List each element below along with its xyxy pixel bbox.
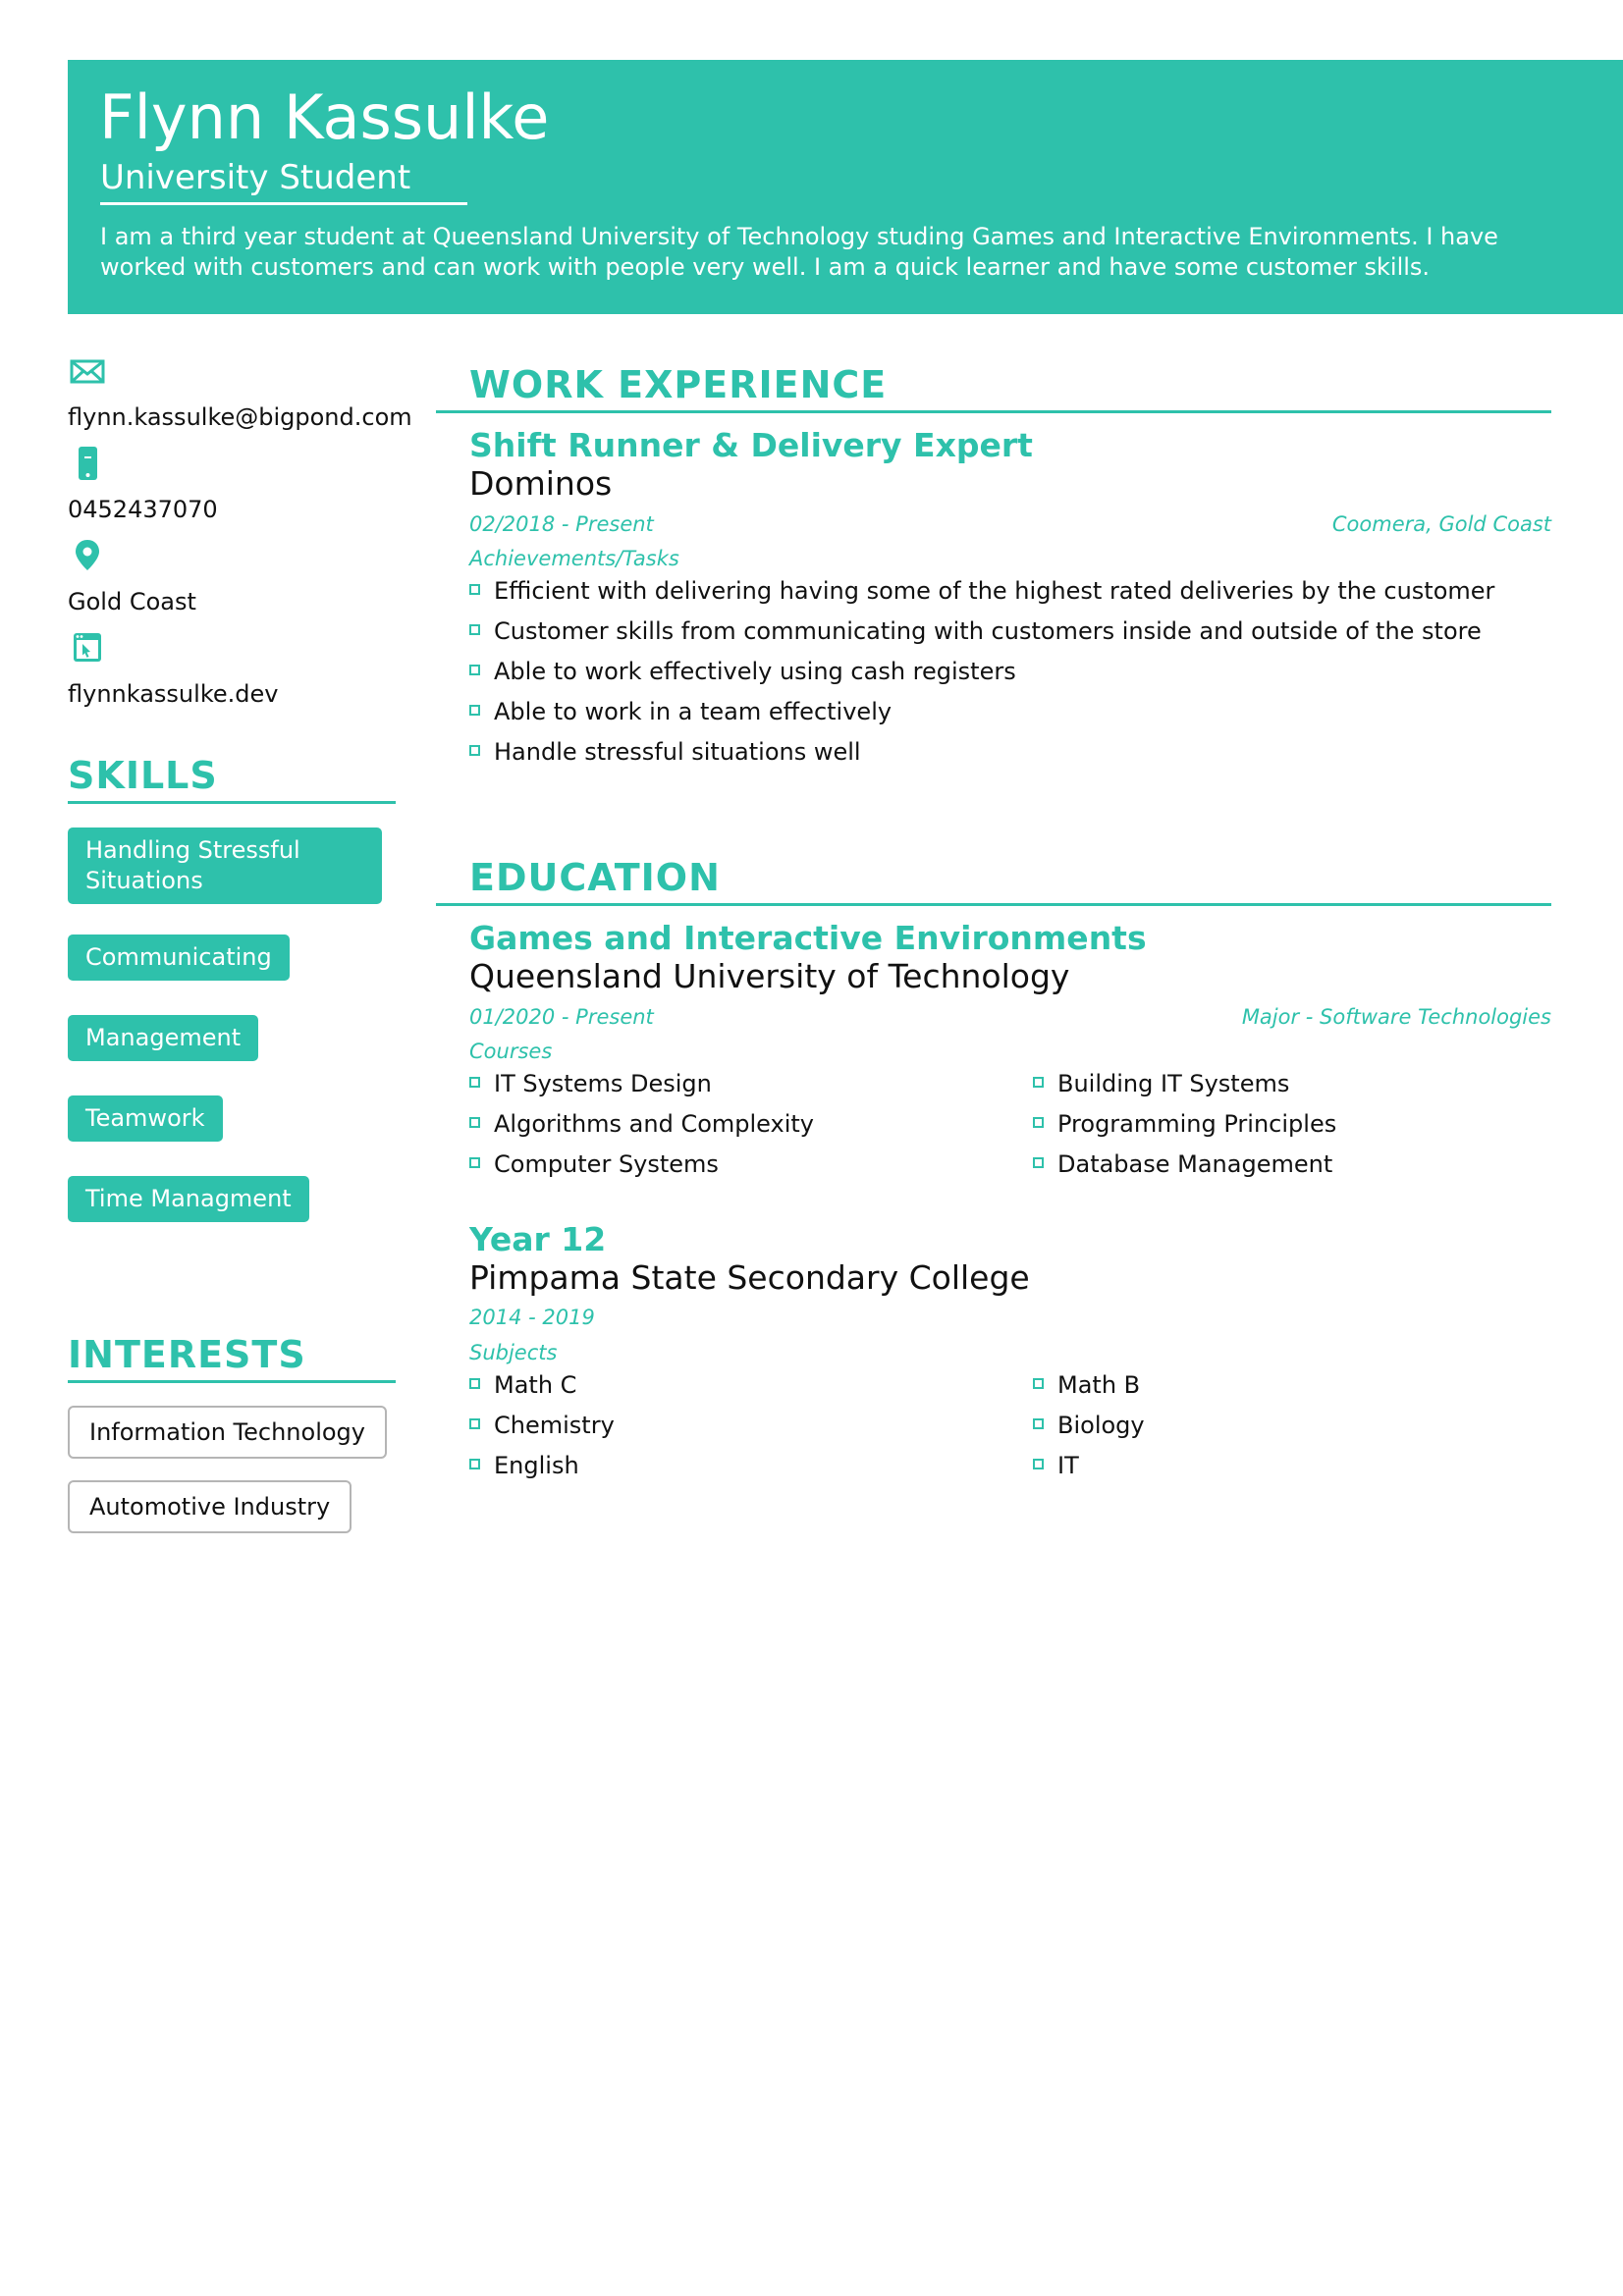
interest-tag: Automotive Industry [68,1480,352,1533]
subject-list-right [1033,1365,1145,1486]
education-program: Games and Interactive Environments [469,919,1147,957]
title-underline [100,202,467,205]
subject-list-left [469,1365,615,1486]
skills-heading: SKILLS [68,754,218,797]
subject-item: Biology [1033,1406,1145,1446]
subject-item: IT [1033,1446,1145,1486]
subject-item: Math C [469,1365,615,1406]
course-item: Database Management [1033,1145,1336,1185]
contact-phone [68,446,396,538]
tasks-label: Achievements/Tasks [469,547,679,570]
education-dates: 2014 - 2019 [469,1306,595,1329]
task-item: Able to work in a team effectively [469,692,1494,732]
website-link[interactable]: flynnkassulke.dev [68,680,279,708]
task-item: Customer skills from communicating with customers inside and outside of the store [469,612,1494,652]
skill-tag: Time Managment [68,1176,309,1222]
task-list [469,571,1494,773]
subjects-label: Subjects [469,1341,558,1364]
course-item: Computer Systems [469,1145,814,1185]
job-location: Coomera, Gold Coast [1331,512,1551,536]
contact-email [68,353,412,446]
education-divider [436,903,1551,906]
profile-summary: I am a third year student at Queensland University of Technology studing Games and Interactive Environments. I have worked with customers and can work with people very well. I am a quick learner and have some customer skills. [100,223,1498,281]
education-school: Queensland University of Technology [469,957,1070,995]
mobile-phone-icon [70,446,105,481]
map-pin-icon [70,538,105,573]
candidate-name: Flynn Kassulke [99,81,550,153]
job-company: Dominos [469,464,613,503]
course-item: Programming Principles [1033,1104,1336,1145]
education-school: Pimpama State Secondary College [469,1258,1030,1297]
skills-divider [68,801,396,804]
phone-number[interactable]: 0452437070 [68,496,218,523]
task-item: Handle stressful situations well [469,732,1494,773]
education-major: Major - Software Technologies [1241,1005,1551,1029]
work-experience-heading: WORK EXPERIENCE [469,363,888,406]
subject-item: English [469,1446,615,1486]
task-item: Able to work effectively using cash registers [469,652,1494,692]
task-item: Efficient with delivering having some of the highest rated deliveries by the customer [469,571,1494,612]
contact-website [68,630,396,722]
skill-tag: Communicating [68,934,290,981]
email-link[interactable]: flynn.kassulke@bigpond.com [68,403,412,431]
interest-tag: Information Technology [68,1406,387,1459]
browser-window-icon [70,630,105,666]
course-list-left [469,1064,814,1185]
education-heading: EDUCATION [469,856,721,899]
course-item: Building IT Systems [1033,1064,1336,1104]
education-dates: 01/2020 - Present [469,1005,654,1029]
job-dates: 02/2018 - Present [469,512,654,536]
skill-tag: Teamwork [68,1095,223,1142]
interests-heading: INTERESTS [68,1333,306,1376]
location-text: Gold Coast [68,588,196,615]
skill-tag: Management [68,1015,258,1061]
contact-location [68,538,396,630]
contact-section [68,353,412,722]
interests-divider [68,1380,396,1383]
skill-tag: Handling Stressful Situations [68,828,382,904]
subject-item: Chemistry [469,1406,615,1446]
course-list-right [1033,1064,1336,1185]
course-item: IT Systems Design [469,1064,814,1104]
candidate-title: University Student [100,158,411,197]
work-divider [436,410,1551,413]
envelope-icon [70,353,105,389]
job-role: Shift Runner & Delivery Expert [469,426,1033,464]
courses-label: Courses [469,1040,553,1063]
header-banner [68,60,1623,314]
course-item: Algorithms and Complexity [469,1104,814,1145]
subject-item: Math B [1033,1365,1145,1406]
education-program: Year 12 [469,1220,607,1258]
